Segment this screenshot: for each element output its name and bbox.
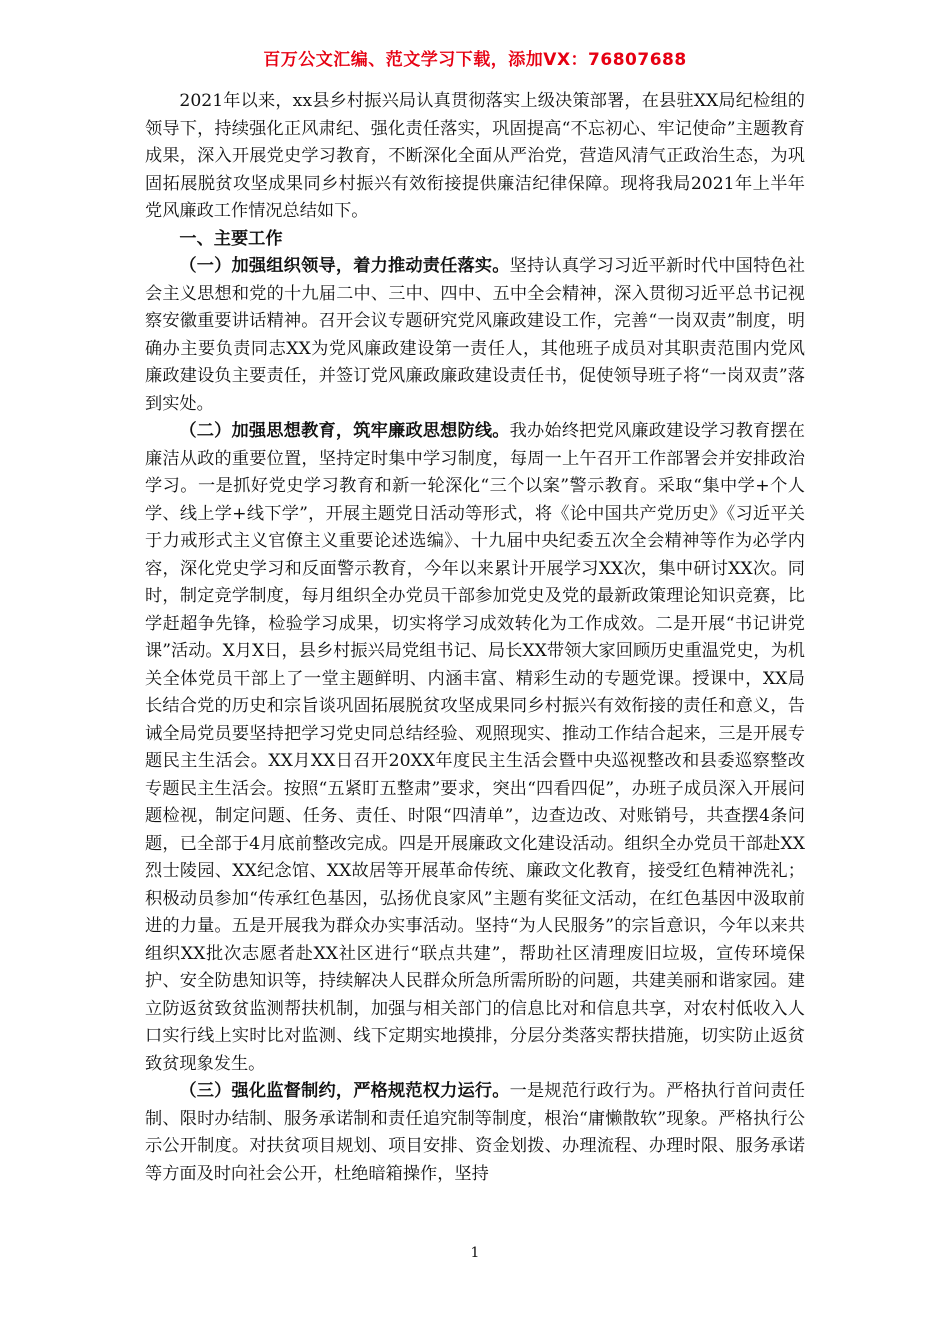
item-1-body: 坚持认真学习习近平新时代中国特色社会主义思想和党的十九届二中、三中、四中、五中全会精神，深入贯彻习近平总书记视察安徽重要讲话精神。召开会议专题研究党风廉政建设工作，完善“一岗双责”制度，明确办主要负责同志XX为党风廉政建设第一责任人，其他班子成员对其职责范围内党风廉政建设负主要责任，并签订党风廉政廉政建设责任书，促使领导班子将“一岗双责”落到实处。 [145,256,805,414]
paragraph-item-1 [145,253,805,418]
item-1-lead: （一）加强组织领导，着力推动责任落实。 [179,256,510,276]
page-number: 1 [470,1245,480,1261]
intro-paragraph: 2021年以来，xx县乡村振兴局认真贯彻落实上级决策部署，在县驻XX局纪检组的领导下，持续强化正风肃纪、强化责任落实，巩固提高“不忘初心、牢记使命”主题教育成果，深入开展党史学习教育，不断深化全面从严治党，营造风清气正政治生态，为巩固拓展脱贫攻坚成果同乡村振兴有效衔接提供廉洁纪律保障。现将我局2021年上半年党风廉政工作情况总结如下。 [145,91,805,221]
paragraph-item-2 [145,418,805,1078]
item-3-lead: （三）强化监督制约，严格规范权力运行。 [179,1081,510,1101]
item-2-lead: （二）加强思想教育，筑牢廉政思想防线。 [179,421,510,441]
item-3-body: 一是规范行政行为。严格执行首问责任制、限时办结制、服务承诺制和责任追究制等制度，根治“庸懒散软”现象。严格执行公示公开制度。对扶贫项目规划、项目安排、资金划拨、办理流程、办理时限、服务承诺等方面及时向社会公开，杜绝暗箱操作，坚持 [145,1081,805,1184]
item-2-body: 我办始终把党风廉政建设学习教育摆在廉洁从政的重要位置，坚持定时集中学习制度，每周一上午召开工作部署会并安排政治学习。一是抓好党史学习教育和新一轮深化“三个以案”警示教育。采取“集中学+个人学、线上学+线下学”，开展主题党日活动等形式，将《论中国共产党历史》《习近平关于力戒形式主义官僚主义重要论述选编》、十九届中央纪委五次全会精神等作为必学内容，深化党史学习和反面警示教育，今年以来累计开展学习XX次，集中研讨XX次。同时，制定竞学制度，每月组织全办党员干部参加党史及党的最新政策理论知识竞赛，比学赶超争先锋，检验学习成果，切实将学习成效转化为工作成效。二是开展“书记讲党课”活动。X月X日，县乡村振兴局党组书记、局长XX带领大家回顾历史重温党史，为机关全体党员干部上了一堂主题鲜明、内涵丰富、精彩生动的专题党课。授课中，XX局长结合党的历史和宗旨谈巩固拓展脱贫攻坚成果同乡村振兴有效衔接的责任和意义，告诫全局党员要坚持把学习党史同总结经验、观照现实、推动工作结合起来，三是开展专题民主生活会。XX月XX日召开20XX年度民主生活会暨中央巡视整改和县委巡察整改专题民主生活会。按照“五紧盯五整肃”要求，突出“四看四促”，办班子成员深入开展问题检视，制定问题、任务、责任、时限“四清单”，边查边改、对账销号，共查摆4条问题，已全部于4月底前整改完成。四是开展廉政文化建设活动。组织全办党员干部赴XX烈士陵园、XX纪念馆、XX故居等开展革命传统、廉政文化教育，接受红色精神洗礼；积极动员参加“传承红色基因，弘扬优良家风”主题有奖征文活动，在红色基因中汲取前进的力量。五是开展我为群众办实事活动。坚持“为人民服务”的宗旨意识，今年以来共组织XX批次志愿者赴XX社区进行“联点共建”，帮助社区清理废旧垃圾，宣传环境保护、安全防患知识等，持续解决人民群众所急所需所盼的问题，共建美丽和谐家园。建立防返贫致贫监测帮扶机制，加强与相关部门的信息比对和信息共享，对农村低收入人口实行线上实时比对监测、线下定期实地摸排，分层分类落实帮扶措施，切实防止返贫致贫现象发生。 [145,421,805,1074]
section-heading: 一、主要工作 [179,228,283,249]
document-body [145,88,805,1188]
watermark-banner: 百万公文汇编、范文学习下载，添加VX：76807688 [263,50,687,70]
paragraph-item-3 [145,1078,805,1188]
